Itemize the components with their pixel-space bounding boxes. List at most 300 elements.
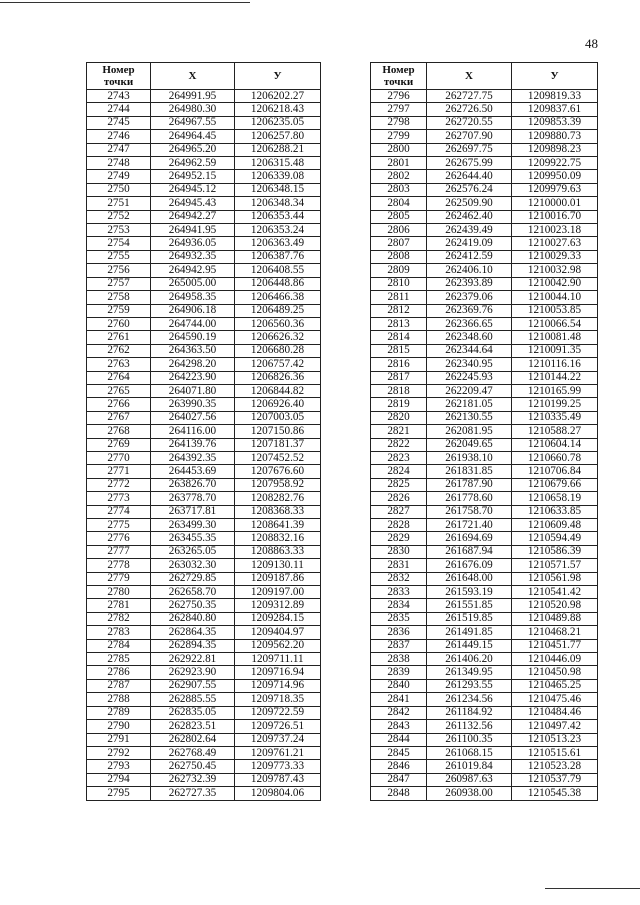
cell-y: 1208863.33 xyxy=(235,545,321,558)
cell-y: 1210199.25 xyxy=(512,398,598,411)
table-row xyxy=(371,291,598,304)
cell-y: 1209312.89 xyxy=(235,599,321,612)
cell-point-number: 2754 xyxy=(87,237,151,250)
cell-point-number: 2800 xyxy=(371,143,427,156)
cell-point-number: 2799 xyxy=(371,130,427,143)
cell-y: 1209761.21 xyxy=(235,746,321,759)
cell-point-number: 2755 xyxy=(87,250,151,263)
cell-x: 262768.49 xyxy=(151,746,235,759)
cell-y: 1207676.60 xyxy=(235,465,321,478)
table-row xyxy=(87,304,321,317)
cell-point-number: 2820 xyxy=(371,411,427,424)
cell-x: 262727.35 xyxy=(151,787,235,800)
cell-y: 1206353.24 xyxy=(235,224,321,237)
table-row xyxy=(371,612,598,625)
table-row xyxy=(371,371,598,384)
cell-y: 1210091.35 xyxy=(512,344,598,357)
cell-x: 261234.56 xyxy=(427,693,512,706)
table-row xyxy=(371,572,598,585)
cell-point-number: 2771 xyxy=(87,465,151,478)
cell-y: 1209898.23 xyxy=(512,143,598,156)
cell-y: 1208368.33 xyxy=(235,505,321,518)
table-row xyxy=(87,170,321,183)
cell-x: 262658.70 xyxy=(151,586,235,599)
cell-y: 1206680.28 xyxy=(235,344,321,357)
cell-point-number: 2840 xyxy=(371,679,427,692)
cell-y: 1206448.86 xyxy=(235,277,321,290)
table-header-row xyxy=(87,63,321,90)
table-row xyxy=(87,250,321,263)
cell-y: 1210706.84 xyxy=(512,465,598,478)
cell-x: 264590.19 xyxy=(151,331,235,344)
cell-point-number: 2790 xyxy=(87,720,151,733)
cell-x: 262697.75 xyxy=(427,143,512,156)
cell-point-number: 2764 xyxy=(87,371,151,384)
table-row xyxy=(371,237,598,250)
cell-y: 1206826.36 xyxy=(235,371,321,384)
cell-y: 1207150.86 xyxy=(235,425,321,438)
cell-x: 262439.49 xyxy=(427,224,512,237)
table-row xyxy=(371,90,598,103)
cell-y: 1210537.79 xyxy=(512,773,598,786)
cell-x: 264945.12 xyxy=(151,183,235,196)
cell-point-number: 2843 xyxy=(371,720,427,733)
table-row xyxy=(87,157,321,170)
table-row xyxy=(87,237,321,250)
cell-point-number: 2834 xyxy=(371,599,427,612)
cell-point-number: 2768 xyxy=(87,425,151,438)
cell-y: 1206339.08 xyxy=(235,170,321,183)
cell-y: 1210497.42 xyxy=(512,720,598,733)
table-row xyxy=(87,384,321,397)
cell-point-number: 2830 xyxy=(371,545,427,558)
cell-y: 1210633.85 xyxy=(512,505,598,518)
header-y: У xyxy=(512,63,598,90)
coordinates-table-right xyxy=(370,62,598,801)
cell-point-number: 2837 xyxy=(371,639,427,652)
table-row xyxy=(87,438,321,451)
table-row xyxy=(371,693,598,706)
cell-x: 262729.85 xyxy=(151,572,235,585)
cell-y: 1209130.11 xyxy=(235,559,321,572)
table-row xyxy=(371,130,598,143)
cell-point-number: 2778 xyxy=(87,559,151,572)
cell-x: 261449.15 xyxy=(427,639,512,652)
cell-y: 1206288.21 xyxy=(235,143,321,156)
cell-y: 1206844.82 xyxy=(235,384,321,397)
table-row xyxy=(87,183,321,196)
cell-x: 262823.51 xyxy=(151,720,235,733)
cell-point-number: 2781 xyxy=(87,599,151,612)
cell-point-number: 2748 xyxy=(87,157,151,170)
table-row xyxy=(371,250,598,263)
table-row xyxy=(87,693,321,706)
cell-y: 1209819.33 xyxy=(512,90,598,103)
cell-point-number: 2792 xyxy=(87,746,151,759)
table-row xyxy=(87,706,321,719)
cell-y: 1210523.28 xyxy=(512,760,598,773)
table-row xyxy=(87,746,321,759)
cell-point-number: 2828 xyxy=(371,519,427,532)
cell-point-number: 2777 xyxy=(87,545,151,558)
table-row xyxy=(87,317,321,330)
cell-x: 264942.95 xyxy=(151,264,235,277)
cell-x: 261491.85 xyxy=(427,626,512,639)
table-row xyxy=(87,733,321,746)
cell-x: 264945.43 xyxy=(151,197,235,210)
table-row xyxy=(371,157,598,170)
cell-x: 262675.99 xyxy=(427,157,512,170)
cell-y: 1209718.35 xyxy=(235,693,321,706)
table-row xyxy=(371,183,598,196)
cell-x: 261068.15 xyxy=(427,746,512,759)
cell-point-number: 2813 xyxy=(371,317,427,330)
cell-y: 1206202.27 xyxy=(235,90,321,103)
table-row xyxy=(87,639,321,652)
cell-y: 1210446.09 xyxy=(512,653,598,666)
table-row xyxy=(87,103,321,116)
cell-x: 264906.18 xyxy=(151,304,235,317)
cell-point-number: 2810 xyxy=(371,277,427,290)
cell-point-number: 2787 xyxy=(87,679,151,692)
cell-point-number: 2802 xyxy=(371,170,427,183)
cell-y: 1206235.05 xyxy=(235,116,321,129)
cell-y: 1209922.75 xyxy=(512,157,598,170)
cell-point-number: 2746 xyxy=(87,130,151,143)
cell-y: 1210561.98 xyxy=(512,572,598,585)
cell-point-number: 2772 xyxy=(87,478,151,491)
cell-y: 1210335.49 xyxy=(512,411,598,424)
cell-point-number: 2841 xyxy=(371,693,427,706)
table-row xyxy=(87,331,321,344)
cell-point-number: 2783 xyxy=(87,626,151,639)
cell-point-number: 2796 xyxy=(371,90,427,103)
table-row xyxy=(87,90,321,103)
cell-x: 262181.05 xyxy=(427,398,512,411)
cell-point-number: 2809 xyxy=(371,264,427,277)
cell-point-number: 2824 xyxy=(371,465,427,478)
cell-x: 261293.55 xyxy=(427,679,512,692)
cell-y: 1209773.33 xyxy=(235,760,321,773)
table-row xyxy=(87,116,321,129)
cell-y: 1210545.38 xyxy=(512,787,598,800)
cell-x: 264363.50 xyxy=(151,344,235,357)
cell-y: 1209404.97 xyxy=(235,626,321,639)
cell-y: 1210053.85 xyxy=(512,304,598,317)
cell-x: 264932.35 xyxy=(151,250,235,263)
cell-y: 1209562.20 xyxy=(235,639,321,652)
table-row xyxy=(371,264,598,277)
cell-y: 1206348.34 xyxy=(235,197,321,210)
table-row xyxy=(371,384,598,397)
cell-x: 261132.56 xyxy=(427,720,512,733)
cell-point-number: 2762 xyxy=(87,344,151,357)
cell-x: 264453.69 xyxy=(151,465,235,478)
table-row xyxy=(87,224,321,237)
cell-y: 1210081.48 xyxy=(512,331,598,344)
cell-x: 264027.56 xyxy=(151,411,235,424)
cell-y: 1210660.78 xyxy=(512,451,598,464)
table-row xyxy=(371,411,598,424)
cell-point-number: 2782 xyxy=(87,612,151,625)
table-row xyxy=(371,639,598,652)
cell-y: 1210513.23 xyxy=(512,733,598,746)
cell-x: 263778.70 xyxy=(151,492,235,505)
cell-x: 262348.60 xyxy=(427,331,512,344)
cell-x: 264958.35 xyxy=(151,291,235,304)
cell-x: 261519.85 xyxy=(427,612,512,625)
cell-x: 262462.40 xyxy=(427,210,512,223)
cell-x: 261019.84 xyxy=(427,760,512,773)
cell-y: 1206387.76 xyxy=(235,250,321,263)
table-row xyxy=(371,706,598,719)
table-row xyxy=(87,143,321,156)
cell-point-number: 2847 xyxy=(371,773,427,786)
table-row xyxy=(87,210,321,223)
cell-point-number: 2775 xyxy=(87,519,151,532)
table-row xyxy=(371,626,598,639)
cell-x: 262750.35 xyxy=(151,599,235,612)
table-row xyxy=(371,733,598,746)
cell-x: 262835.05 xyxy=(151,706,235,719)
cell-y: 1209722.59 xyxy=(235,706,321,719)
cell-y: 1210144.22 xyxy=(512,371,598,384)
cell-x: 265005.00 xyxy=(151,277,235,290)
cell-point-number: 2758 xyxy=(87,291,151,304)
cell-point-number: 2822 xyxy=(371,438,427,451)
table-row xyxy=(87,599,321,612)
cell-point-number: 2749 xyxy=(87,170,151,183)
cell-point-number: 2759 xyxy=(87,304,151,317)
cell-point-number: 2751 xyxy=(87,197,151,210)
cell-y: 1210489.88 xyxy=(512,612,598,625)
cell-y: 1210027.63 xyxy=(512,237,598,250)
table-row xyxy=(371,599,598,612)
cell-point-number: 2815 xyxy=(371,344,427,357)
cell-y: 1210679.66 xyxy=(512,478,598,491)
table-row xyxy=(371,559,598,572)
cell-point-number: 2780 xyxy=(87,586,151,599)
cell-point-number: 2776 xyxy=(87,532,151,545)
cell-point-number: 2838 xyxy=(371,653,427,666)
cell-point-number: 2757 xyxy=(87,277,151,290)
table-row xyxy=(371,679,598,692)
cell-x: 261687.94 xyxy=(427,545,512,558)
cell-x: 262802.64 xyxy=(151,733,235,746)
cell-y: 1210586.39 xyxy=(512,545,598,558)
cell-point-number: 2835 xyxy=(371,612,427,625)
cell-point-number: 2761 xyxy=(87,331,151,344)
table-row xyxy=(87,612,321,625)
cell-y: 1206489.25 xyxy=(235,304,321,317)
cell-x: 262340.95 xyxy=(427,358,512,371)
cell-y: 1207181.37 xyxy=(235,438,321,451)
cell-x: 262081.95 xyxy=(427,425,512,438)
table-row xyxy=(371,465,598,478)
cell-point-number: 2786 xyxy=(87,666,151,679)
cell-x: 263032.30 xyxy=(151,559,235,572)
cell-x: 263499.30 xyxy=(151,519,235,532)
cell-y: 1206626.32 xyxy=(235,331,321,344)
cell-x: 262576.24 xyxy=(427,183,512,196)
cell-y: 1206315.48 xyxy=(235,157,321,170)
cell-point-number: 2797 xyxy=(371,103,427,116)
cell-x: 262864.35 xyxy=(151,626,235,639)
cell-x: 262366.65 xyxy=(427,317,512,330)
cell-x: 261100.35 xyxy=(427,733,512,746)
table-row xyxy=(371,653,598,666)
cell-y: 1210541.42 xyxy=(512,586,598,599)
cell-y: 1209197.00 xyxy=(235,586,321,599)
cell-y: 1210588.27 xyxy=(512,425,598,438)
cell-x: 262245.93 xyxy=(427,371,512,384)
cell-x: 264952.15 xyxy=(151,170,235,183)
cell-y: 1206408.55 xyxy=(235,264,321,277)
cell-y: 1209950.09 xyxy=(512,170,598,183)
cell-y: 1210484.46 xyxy=(512,706,598,719)
cell-x: 262406.10 xyxy=(427,264,512,277)
cell-point-number: 2845 xyxy=(371,746,427,759)
cell-point-number: 2812 xyxy=(371,304,427,317)
cell-x: 262720.55 xyxy=(427,116,512,129)
cell-x: 262393.89 xyxy=(427,277,512,290)
table-row xyxy=(371,586,598,599)
cell-x: 262419.09 xyxy=(427,237,512,250)
cell-x: 262412.59 xyxy=(427,250,512,263)
cell-point-number: 2756 xyxy=(87,264,151,277)
cell-point-number: 2773 xyxy=(87,492,151,505)
table-row xyxy=(371,143,598,156)
table-row xyxy=(87,626,321,639)
cell-point-number: 2848 xyxy=(371,787,427,800)
cell-x: 260938.00 xyxy=(427,787,512,800)
table-row xyxy=(371,304,598,317)
cell-point-number: 2842 xyxy=(371,706,427,719)
cell-point-number: 2779 xyxy=(87,572,151,585)
table-row xyxy=(87,679,321,692)
cell-y: 1209716.94 xyxy=(235,666,321,679)
cell-y: 1207958.92 xyxy=(235,478,321,491)
table-row xyxy=(371,787,598,800)
cell-y: 1206348.15 xyxy=(235,183,321,196)
cell-x: 262727.75 xyxy=(427,90,512,103)
cell-y: 1209737.24 xyxy=(235,733,321,746)
cell-y: 1206363.49 xyxy=(235,237,321,250)
cell-x: 261938.10 xyxy=(427,451,512,464)
cell-point-number: 2795 xyxy=(87,787,151,800)
cell-y: 1210000.01 xyxy=(512,197,598,210)
table-row xyxy=(371,170,598,183)
cell-x: 262894.35 xyxy=(151,639,235,652)
cell-point-number: 2803 xyxy=(371,183,427,196)
cell-x: 261184.92 xyxy=(427,706,512,719)
cell-x: 261787.90 xyxy=(427,478,512,491)
cell-x: 261676.09 xyxy=(427,559,512,572)
cell-point-number: 2743 xyxy=(87,90,151,103)
cell-point-number: 2844 xyxy=(371,733,427,746)
top-rule xyxy=(0,2,250,3)
cell-y: 1210604.14 xyxy=(512,438,598,451)
cell-x: 264744.00 xyxy=(151,317,235,330)
table-row xyxy=(87,545,321,558)
cell-x: 264392.35 xyxy=(151,451,235,464)
cell-point-number: 2745 xyxy=(87,116,151,129)
cell-x: 264991.95 xyxy=(151,90,235,103)
table-row xyxy=(371,746,598,759)
cell-y: 1206926.40 xyxy=(235,398,321,411)
cell-x: 260987.63 xyxy=(427,773,512,786)
cell-y: 1210044.10 xyxy=(512,291,598,304)
table-row xyxy=(87,572,321,585)
cell-point-number: 2808 xyxy=(371,250,427,263)
cell-point-number: 2760 xyxy=(87,317,151,330)
table-row xyxy=(87,130,321,143)
cell-point-number: 2763 xyxy=(87,358,151,371)
cell-point-number: 2806 xyxy=(371,224,427,237)
cell-y: 1209284.15 xyxy=(235,612,321,625)
cell-x: 262707.90 xyxy=(427,130,512,143)
cell-x: 264936.05 xyxy=(151,237,235,250)
cell-x: 262840.80 xyxy=(151,612,235,625)
cell-x: 264980.30 xyxy=(151,103,235,116)
table-row xyxy=(87,532,321,545)
cell-y: 1208641.39 xyxy=(235,519,321,532)
cell-x: 264967.55 xyxy=(151,116,235,129)
cell-point-number: 2744 xyxy=(87,103,151,116)
table-row xyxy=(371,116,598,129)
cell-x: 263717.81 xyxy=(151,505,235,518)
table-row xyxy=(371,224,598,237)
cell-y: 1210465.25 xyxy=(512,679,598,692)
cell-point-number: 2769 xyxy=(87,438,151,451)
cell-point-number: 2774 xyxy=(87,505,151,518)
table-row xyxy=(371,666,598,679)
cell-x: 264223.90 xyxy=(151,371,235,384)
cell-y: 1209787.43 xyxy=(235,773,321,786)
cell-x: 262644.40 xyxy=(427,170,512,183)
table-row xyxy=(87,519,321,532)
cell-y: 1206218.43 xyxy=(235,103,321,116)
table-row xyxy=(87,586,321,599)
table-row xyxy=(87,358,321,371)
cell-point-number: 2793 xyxy=(87,760,151,773)
cell-y: 1210515.61 xyxy=(512,746,598,759)
cell-x: 261593.19 xyxy=(427,586,512,599)
cell-point-number: 2765 xyxy=(87,384,151,397)
table-row xyxy=(87,411,321,424)
table-row xyxy=(371,451,598,464)
cell-x: 264071.80 xyxy=(151,384,235,397)
table-row xyxy=(87,371,321,384)
cell-y: 1208282.76 xyxy=(235,492,321,505)
cell-x: 261694.69 xyxy=(427,532,512,545)
table-row xyxy=(87,787,321,800)
table-row xyxy=(371,519,598,532)
cell-point-number: 2833 xyxy=(371,586,427,599)
table-row xyxy=(371,103,598,116)
cell-x: 262923.90 xyxy=(151,666,235,679)
cell-x: 262344.64 xyxy=(427,344,512,357)
table-row xyxy=(371,760,598,773)
table-row xyxy=(371,317,598,330)
cell-y: 1209187.86 xyxy=(235,572,321,585)
table-row xyxy=(87,264,321,277)
cell-point-number: 2785 xyxy=(87,653,151,666)
table-row xyxy=(87,666,321,679)
cell-point-number: 2766 xyxy=(87,398,151,411)
cell-point-number: 2816 xyxy=(371,358,427,371)
cell-y: 1210032.98 xyxy=(512,264,598,277)
